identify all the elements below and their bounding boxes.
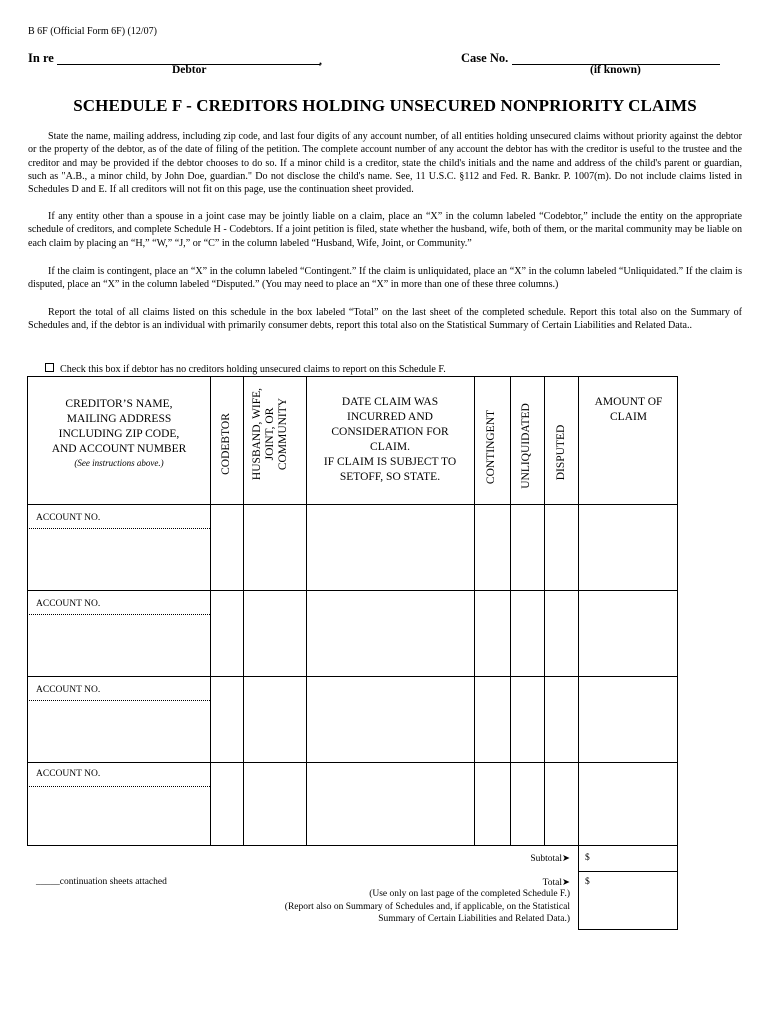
instruction-paragraph-4: Report the total of all claims listed on this schedule in the box labeled “Total” on the last sheet of the completed schedule. Report this total also on the Summary of Schedules and, if the debtor is an individual with primarily consumer debts, report this total also on the Statistical Summary of Certain Liabilities and Related Data.. <box>28 307 742 332</box>
col-divider <box>578 376 579 846</box>
account-no-label: ACCOUNT NO. <box>36 685 101 695</box>
account-no-label: ACCOUNT NO. <box>36 513 101 523</box>
no-creditors-check-row <box>45 363 446 375</box>
unliquidated-column-header: UNLIQUIDATED <box>520 403 532 489</box>
header-line: CREDITOR’S NAME, <box>65 398 173 410</box>
total-bottom <box>578 929 678 930</box>
col-divider <box>210 376 211 846</box>
if-known-label: (if known) <box>590 64 641 76</box>
subtotal-value[interactable]: $ <box>585 853 590 863</box>
instruction-paragraph-2: If any entity other than a spouse in a joint case may be jointly liable on a claim, place an “X” in the column labeled “Codebtor,” include the entity on the appropriate schedule of creditors, and complete Schedule H - Codebtors. If a joint petition is filed, state whether the husband, wife, both of them, or the marital community may be liable on each claim by placing an “H,” “W,” “J,” or “C” in the column labeled “Husband, Wife, Joint, or Community.” <box>28 211 742 249</box>
total-box-divider <box>677 846 678 930</box>
total-label: Total➤ <box>542 878 570 888</box>
account-no-label: ACCOUNT NO. <box>36 769 101 779</box>
row-divider <box>27 676 678 677</box>
creditor-column-header <box>28 397 210 469</box>
header-line: AMOUNT OF <box>594 396 663 408</box>
debtor-label: Debtor <box>172 64 207 76</box>
total-value[interactable]: $ <box>585 877 590 887</box>
header-line: CONSIDERATION FOR <box>331 426 449 438</box>
col-divider <box>474 376 475 846</box>
case-no-label: Case No. <box>461 51 509 65</box>
header-line: CLAIM. <box>370 441 410 453</box>
header-line: HUSBAND, WIFE, <box>251 387 263 481</box>
note-line: (Report also on Summary of Schedules and, if applicable, on the Statistical <box>284 901 570 912</box>
in-re-comma: , <box>319 53 322 67</box>
total-note <box>200 888 570 926</box>
codebtor-column-header: CODEBTOR <box>220 413 232 475</box>
header-line: SETOFF, SO STATE. <box>339 471 441 483</box>
header-line: DATE CLAIM WAS <box>341 396 439 408</box>
instruction-paragraph-1: State the name, mailing address, including zip code, and last four digits of any account number, of all entities holding unsecured claims without priority against the debtor or the property of the debtor, as of the date of filing of the petition. The complete account number of any account the debtor has with the creditor is useful to the trustee and the creditor and may be provided if the debtor chooses to do so. If a minor child is a creditor, state the child's initials and the name and address of the child's parent or guardian, such as "A.B., a minor child, by John Doe, guardian." Do not disclose the child's name. See, 11 U.S.C. §112 and Fed. R. Bankr. P. 1007(m). Do not include claims listed in Schedules D and E. If all creditors will not fit on this page, use the continuation sheet provided. <box>28 131 742 196</box>
instruction-paragraph-3: If the claim is contingent, place an “X” in the column labeled “Contingent.” If the claim is unliquidated, place an “X” in the column labeled “Unliquidated.” If the claim is disputed, place an “X” in the column labeled “Disputed.” (You may need to place an “X” in more than one of these three columns.) <box>28 266 742 291</box>
account-separator <box>27 786 210 787</box>
total-box-divider <box>578 846 579 930</box>
creditor-column-note: (See instructions above.) <box>74 458 164 468</box>
header-divider <box>27 504 678 505</box>
header-line: AND ACCOUNT NUMBER <box>51 443 187 455</box>
subtotal-divider <box>578 871 678 872</box>
account-separator <box>27 700 210 701</box>
no-creditors-checkbox-label: Check this box if debtor has no creditors holding unsecured claims to report on this Schedule F. <box>60 364 446 375</box>
contingent-column-header: CONTINGENT <box>485 409 497 485</box>
in-re-label: In re <box>28 51 54 65</box>
account-no-label: ACCOUNT NO. <box>36 599 101 609</box>
header-line: JOINT, OR <box>264 407 276 461</box>
header-line: INCLUDING ZIP CODE, <box>58 428 180 440</box>
col-divider <box>544 376 545 846</box>
form-identifier: B 6F (Official Form 6F) (12/07) <box>28 26 157 37</box>
col-divider <box>510 376 511 846</box>
header-line: CLAIM <box>609 411 648 423</box>
header-line: INCURRED AND <box>347 411 433 423</box>
account-separator <box>27 614 210 615</box>
note-line: (Use only on last page of the completed Schedule F.) <box>369 889 570 899</box>
disputed-column-header: DISPUTED <box>555 424 567 481</box>
date-claim-column-header <box>306 395 474 485</box>
subtotal-label: Subtotal➤ <box>530 854 570 864</box>
hwjc-column-header <box>251 378 290 490</box>
no-creditors-checkbox[interactable] <box>45 363 54 372</box>
continuation-sheets-count[interactable]: _____continuation sheets attached <box>36 877 167 887</box>
header-line: MAILING ADDRESS <box>66 413 172 425</box>
page-title: SCHEDULE F - CREDITORS HOLDING UNSECURED NONPRIORITY CLAIMS <box>73 96 697 115</box>
col-divider <box>243 376 244 846</box>
header-line: IF CLAIM IS SUBJECT TO <box>323 456 457 468</box>
row-divider <box>27 762 678 763</box>
amount-column-header <box>579 395 678 425</box>
header-line: COMMUNITY <box>277 397 289 471</box>
row-divider <box>27 590 678 591</box>
note-line: Summary of Certain Liabilities and Related Data.) <box>378 914 570 924</box>
account-separator <box>27 528 210 529</box>
